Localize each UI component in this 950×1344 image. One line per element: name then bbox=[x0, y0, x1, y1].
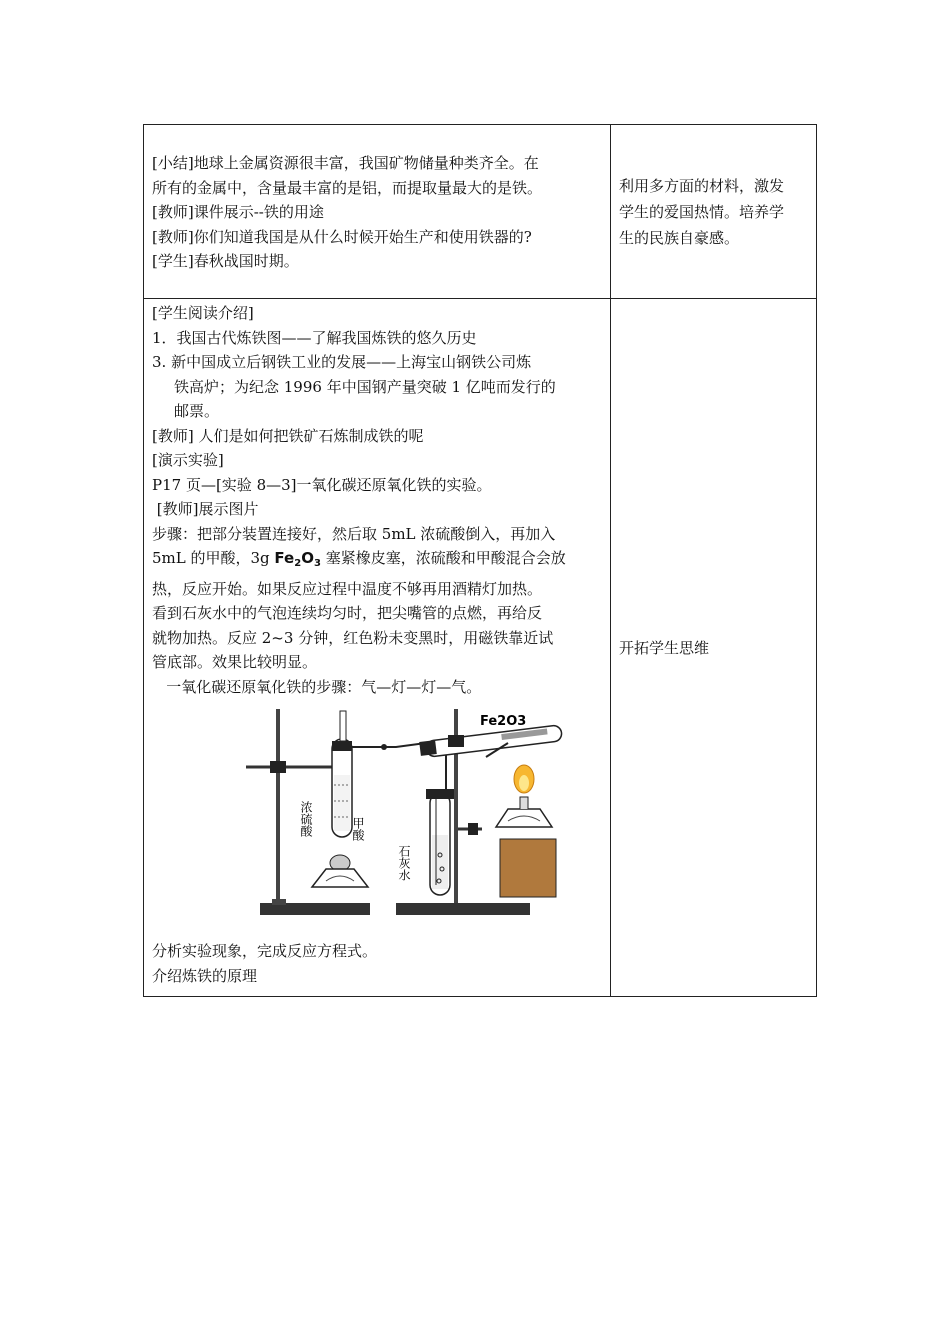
design-intent-cell bbox=[611, 299, 817, 997]
steps-text: 塞紧橡皮塞，浓硫酸和甲酸混合会放 bbox=[320, 549, 566, 567]
steps-text: 5mL 的甲酸，3g bbox=[152, 549, 275, 567]
table-row bbox=[144, 299, 817, 997]
table-row bbox=[144, 125, 817, 299]
principle-line: 介绍炼铁的原理 bbox=[152, 966, 258, 985]
steps-line: 就物加热。反应 2~3 分钟，红色粉未变黑时，用磁铁靠近试 bbox=[152, 628, 554, 647]
left-stand-rod bbox=[276, 709, 280, 903]
intent-line: 学生的爱国热情。培养学 bbox=[619, 202, 785, 221]
summary-line: 所有的金属中，含量最丰富的是铝，而提取量最大的是铁。 bbox=[152, 178, 543, 197]
experiment-title: P17 页—[实验 8—3]一氧化碳还原氧化铁的实验。 bbox=[152, 475, 492, 494]
reading-heading: [学生阅读介绍] bbox=[152, 304, 254, 322]
intent-line: 生的民族自豪感。 bbox=[619, 228, 740, 247]
steps-line bbox=[152, 546, 604, 577]
steps-line: 步骤：把部分装置连接好，然后取 5mL 浓硫酸倒入，再加入 bbox=[152, 524, 556, 543]
demo-heading: [演示实验] bbox=[152, 451, 224, 469]
steps-line: 热，反应开始。如果反应过程中温度不够再用酒精灯加热。 bbox=[152, 579, 543, 598]
steps-line: 看到石灰水中的气泡连续均匀时，把尖嘴管的点燃，再给反 bbox=[152, 604, 543, 622]
reading-item-1: 1．我国古代炼铁图——了解我国炼铁的悠久历史 bbox=[152, 328, 477, 347]
intent-line: 开拓学生思维 bbox=[619, 639, 710, 658]
teacher-show: [教师]展示图片 bbox=[152, 500, 259, 518]
fe-symbol: Fe bbox=[274, 549, 295, 567]
left-alcohol-lamp bbox=[312, 869, 368, 887]
right-alcohol-lamp bbox=[496, 809, 552, 827]
summary-cell bbox=[144, 125, 611, 299]
steps-order: 一氧化碳还原氧化铁的步骤：气—灯—灯—气。 bbox=[152, 677, 482, 696]
reading-item-3: 3. 新中国成立后钢铁工业的发展——上海宝山钢铁公司炼 bbox=[152, 353, 532, 371]
label-formic-acid: 甲酸 bbox=[351, 817, 365, 841]
reading-item-3-cont: 铁高炉；为纪念 1996 年中国钢产量突破 1 亿吨而发行的 bbox=[174, 377, 556, 396]
o-symbol: O bbox=[301, 549, 314, 567]
lesson-table bbox=[143, 124, 817, 997]
summary-line: [小结]地球上金属资源很丰富，我国矿物储量种类齐全。在 bbox=[152, 154, 539, 172]
teacher-question: [教师]你们知道我国是从什么时候开始生产和使用铁器的? bbox=[152, 227, 532, 246]
reading-item-3-cont: 邮票。 bbox=[174, 402, 220, 420]
design-intent-cell bbox=[611, 125, 817, 299]
subscript: 3 bbox=[313, 558, 321, 569]
fe2o3-formula bbox=[274, 549, 321, 567]
teacher-question: [教师] 人们是如何把铁矿石炼制成铁的呢 bbox=[152, 426, 424, 445]
experiment-cell bbox=[144, 299, 611, 997]
label-fe2o3: Fe2O3 bbox=[480, 714, 527, 729]
label-limewater: 石灰水 bbox=[397, 845, 411, 881]
right-stand-base bbox=[396, 903, 530, 915]
student-answer: [学生]春秋战国时期。 bbox=[152, 252, 299, 270]
steps-line: 管底部。效果比较明显。 bbox=[152, 653, 318, 671]
teacher-line: [教师]课件展示--铁的用途 bbox=[152, 203, 324, 221]
apparatus-diagram bbox=[246, 705, 566, 931]
analysis-line: 分析实验现象，完成反应方程式。 bbox=[152, 942, 378, 960]
intent-line: 利用多方面的材料，激发 bbox=[619, 176, 785, 195]
label-concentrated-sulfuric: 浓硫酸 bbox=[299, 801, 313, 837]
wooden-block bbox=[500, 839, 556, 897]
subscript: 2 bbox=[294, 558, 302, 569]
